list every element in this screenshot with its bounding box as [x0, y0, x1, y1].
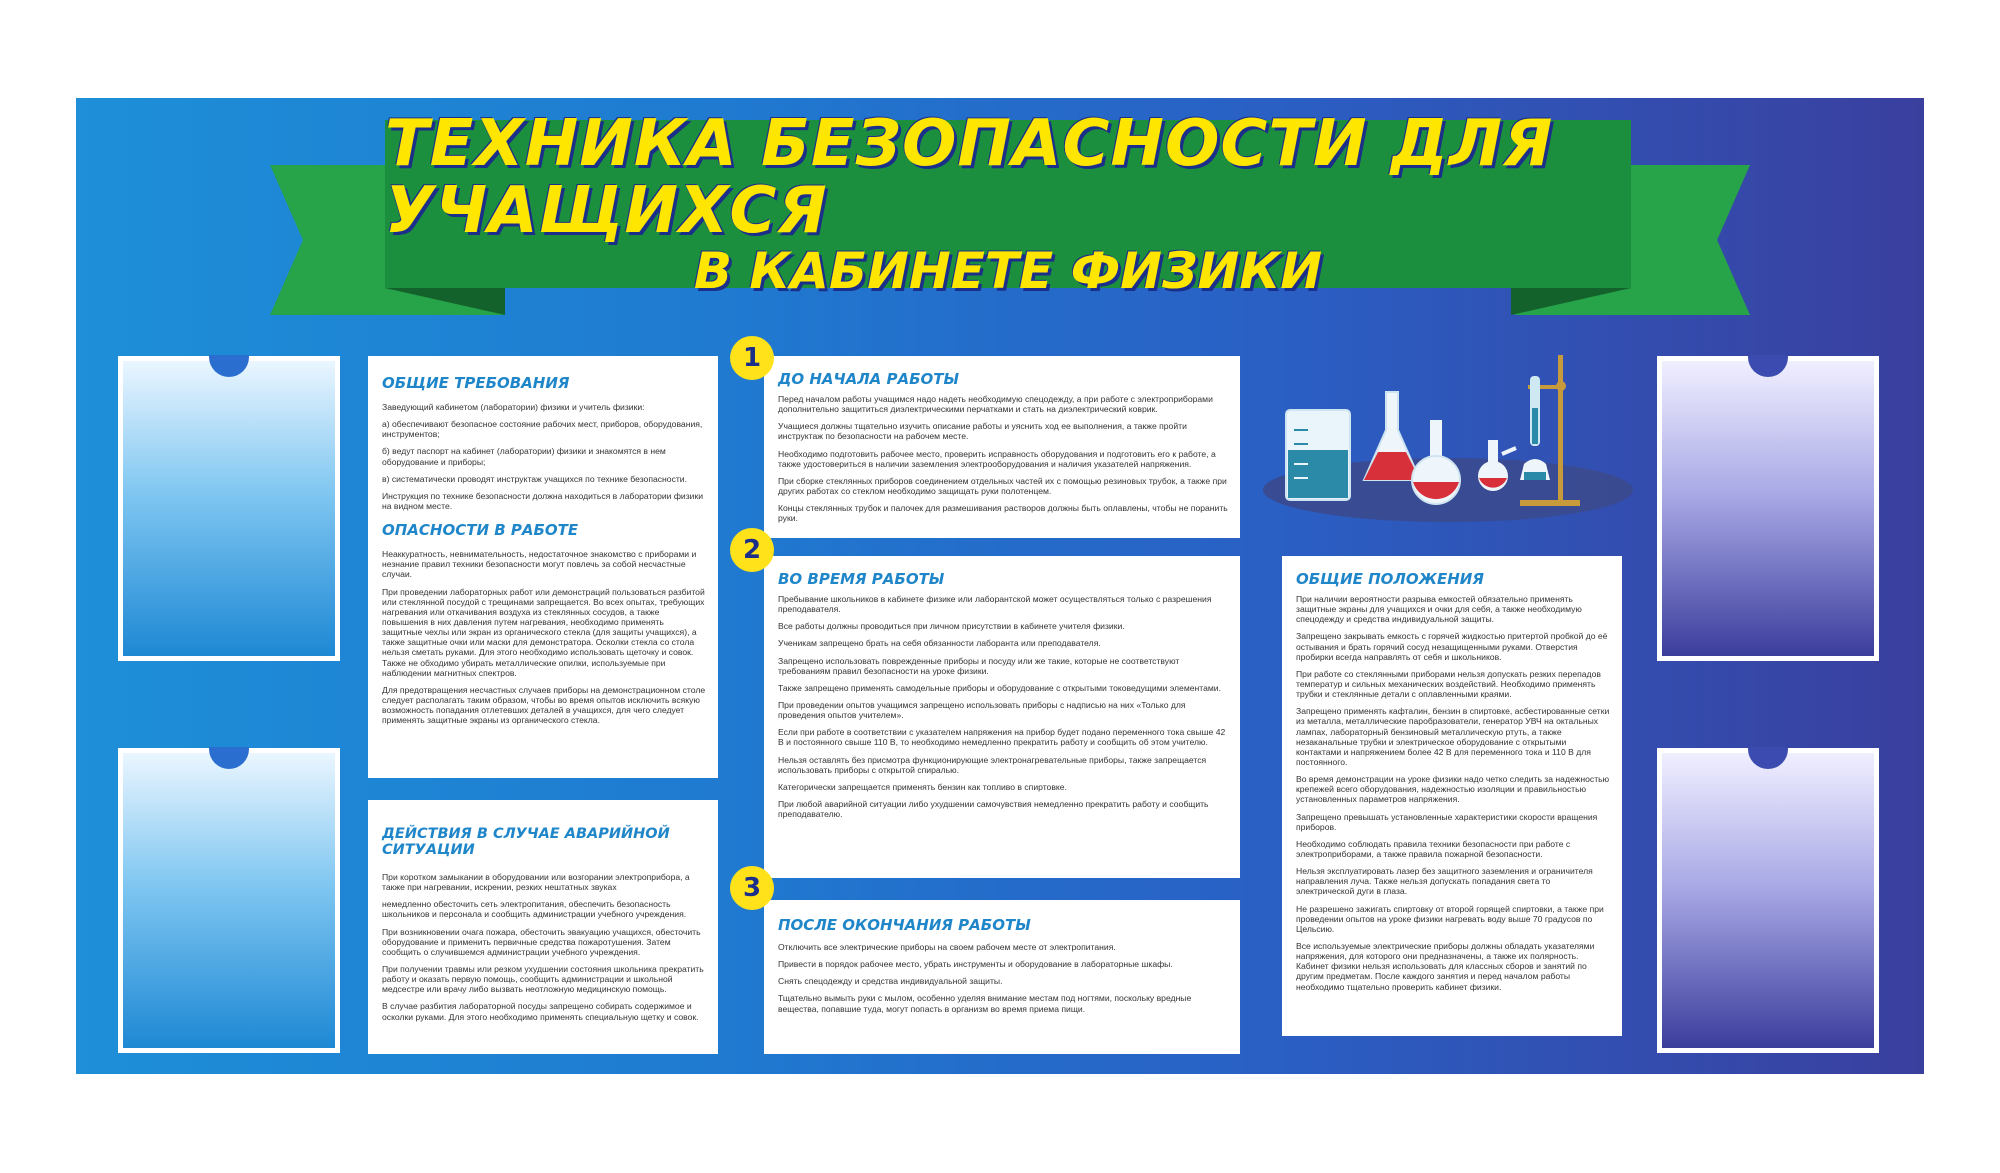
- text-paragraph: Не разрешено зажигать спиртовку от второй горящей спиртовки, а также при проведении опытов на уроке физики нагревать воду выше 70 градусов по Цельсию.: [1296, 903, 1604, 934]
- text-paragraph: При коротком замыкании в оборудовании или возгорании электроприбора, а также при нагревании, искрении, резких нештатных звуках: [382, 872, 690, 893]
- panel-emergency: [368, 800, 718, 1054]
- heading-dangers: ОПАСНОСТИ В РАБОТЕ: [382, 521, 579, 540]
- text-paragraph: Нельзя оставлять без присмотра функционирующие электронагревательные приборы, также запрещается использовать приборы с открытой спиралью.: [778, 754, 1207, 775]
- pocket-notch: [209, 355, 249, 377]
- document-pocket-bottom-right: [1657, 748, 1879, 1053]
- text-paragraph: Во время демонстрации на уроке физики надо четко следить за надежностью крепежей всего оборудования, надежностью изоляции и правильностью установленных параметров напряжения.: [1296, 774, 1610, 805]
- general-provisions-text: [1296, 594, 1610, 992]
- document-pocket-top-left: [118, 356, 340, 661]
- text-paragraph: Перед началом работы учащимся надо надеть необходимую спецодежду, а при работе с электроприборами дополнительно защититься диэлектрическими перчатками и стать на диэлектрический коврик.: [778, 394, 1213, 415]
- text-paragraph: Концы стеклянных трубок и палочек для размешивания растворов должны быть оплавлены, чтобы не поранить руки.: [778, 503, 1228, 524]
- text-paragraph: При получении травмы или резком ухудшении состояния школьника прекратить работу и оказать первую помощь, сообщить администрации и школьной медсестре или врачу либо вызвать неотложную медицинскую помощь.: [382, 963, 704, 995]
- text-paragraph: При работе со стеклянными приборами нельзя допускать резких перепадов температур и сильных механических воздействий. Необходимо применять трубки и стеклянные детали с оплавленными краями.: [1296, 668, 1601, 700]
- text-paragraph: Отключить все электрические приборы на своем рабочем месте от электропитания.: [778, 942, 1116, 952]
- text-paragraph: Снять спецодежду и средства индивидуальной защиты.: [778, 976, 1003, 987]
- panel-during-work: [764, 556, 1240, 878]
- panel-general-provisions: [1282, 556, 1622, 1036]
- text-paragraph: немедленно обесточить сеть электропитания, обеспечить безопасность школьников и персонала и сообщить администрации учебного учреждения.: [382, 899, 687, 920]
- text-paragraph: Нельзя эксплуатировать лазер без защитного заземления и ограничителя направления луча. Также нельзя допускать попадания света то электрической дуги в глаза.: [1296, 866, 1593, 897]
- page-title: ТЕХНИКА БЕЗОПАСНОСТИ ДЛЯ УЧАЩИХСЯ: [385, 106, 1554, 248]
- pocket-notch: [1748, 747, 1788, 769]
- section-number-badge-3: 3: [730, 866, 774, 910]
- text-paragraph: При возникновении очага пожара, обесточить эвакуацию учащихся, обесточить оборудование и применить первичные средства пожаротушения. Затем сообщить о случившемся администрации учебного учреждения.: [382, 926, 701, 957]
- text-paragraph: Инструкция по технике безопасности должна находиться в лаборатории физики на видном месте.: [382, 490, 704, 511]
- heading-before-work: ДО НАЧАЛА РАБОТЫ: [778, 370, 960, 388]
- text-paragraph: Все используемые электрические приборы должны обладать указателями напряжения, для которого они предназначены, а также их полярность. Кабинет физики нельзя использовать для классных сборов и занятий по другим предметам. После каждого занятия и перед началом работы необходимо тщательно проверить кабинет физики.: [1296, 940, 1595, 992]
- panel-after-work: [764, 900, 1240, 1054]
- during-work-text: [778, 594, 1228, 819]
- dangers-text: [382, 549, 706, 725]
- after-work-text: [778, 942, 1228, 1014]
- general-requirements-text: [382, 402, 706, 511]
- text-paragraph: Все работы должны проводиться при личном присутствии в кабинете учителя физики.: [778, 621, 1125, 632]
- text-paragraph: Запрещено использовать поврежденные приборы и посуду или же такие, которые не соответствуют требованиям правил безопасности на уроке физики.: [778, 655, 1180, 676]
- text-paragraph: Необходимо соблюдать правила техники безопасности при работе с электроприборами, а также правила пожарной безопасности.: [1296, 838, 1571, 859]
- text-paragraph: Пребывание школьников в кабинете физике или лаборантской может осуществляться только с разрешения преподавателя.: [778, 594, 1212, 615]
- text-paragraph: Запрещено превышать установленные характеристики скорости вращения приборов.: [1296, 811, 1598, 832]
- lab-glassware-icon: [1258, 340, 1638, 540]
- panel-general-requirements: [368, 356, 718, 778]
- text-paragraph: Запрещено закрывать емкость с горячей жидкостью притертой пробкой до её остывания и брать горячий сосуд незащищенными руками. Отверстия пробирки всегда направлять от себя и школьников.: [1296, 631, 1608, 662]
- heading-general-requirements: ОБЩИЕ ТРЕБОВАНИЯ: [382, 374, 570, 392]
- emergency-text: [382, 872, 706, 1022]
- page-subtitle: В КАБИНЕТЕ ФИЗИКИ: [693, 241, 1323, 300]
- text-paragraph: Ученикам запрещено брать на себя обязанности лаборанта или преподавателя.: [778, 638, 1101, 649]
- text-paragraph: а) обеспечивают безопасное состояние рабочих мест, приборов, оборудования, инструментов;: [382, 419, 703, 440]
- text-paragraph: При проведении опытов учащимся запрещено использовать приборы с надписью на них «Только для проведения опытов учителем».: [778, 699, 1186, 721]
- heading-after-work: ПОСЛЕ ОКОНЧАНИЯ РАБОТЫ: [778, 916, 1031, 934]
- text-paragraph: Тщательно вымыть руки с мылом, особенно уделяя внимание местам под ногтями, поскольку вредные вещества, попавшие туда, могут попасть в организм во время приема пищи.: [778, 993, 1192, 1014]
- section-number-badge-1: 1: [730, 336, 774, 380]
- text-paragraph: Заведующий кабинетом (лаборатории) физики и учитель физики:: [382, 402, 645, 412]
- heading-general-provisions: ОБЩИЕ ПОЛОЖЕНИЯ: [1296, 570, 1484, 588]
- document-pocket-top-right: [1657, 356, 1879, 661]
- text-paragraph: При сборке стеклянных приборов соединением отдельных частей их с помощью резиновых трубок, а также при других работах со стеклом необходимо защищать руки полотенцем.: [778, 475, 1227, 496]
- text-paragraph: Категорически запрещается применять бензин как топливо в спиртовке.: [778, 781, 1067, 792]
- text-paragraph: Если при работе в соответствии с указателем напряжения на прибор будет подано переменного тока свыше 42 В и постоянного свыше 110 В, то необходимо немедленно прекратить работу и сообщить об этом учителю.: [778, 727, 1226, 748]
- text-paragraph: Запрещено применять кафталин, бензин в спиртовке, асбестированные сетки из металла, металлические паробразователи, генератор УВЧ на октальных лампах, лабораторный бензиновый металлическую ртуть, а также незаканальные трубки и электрическое оборудование с открытыми контактами и напряжением более 42 В для переменного тока и 110 В для постоянного.: [1296, 706, 1610, 767]
- text-paragraph: Необходимо подготовить рабочее место, проверить исправность оборудования и подготовить его к работе, а также удостовериться в наличии заземления электрооборудования и наличия указателей напряжения.: [778, 448, 1216, 469]
- text-paragraph: в) систематически проводят инструктаж учащихся по технике безопасности.: [382, 473, 687, 484]
- section-number-badge-2: 2: [730, 528, 774, 572]
- document-pocket-bottom-left: [118, 748, 340, 1053]
- text-paragraph: При любой аварийной ситуации либо ухудшении самочувствия немедленно прекратить работу и сообщить преподавателю.: [778, 798, 1209, 820]
- text-paragraph: Привести в порядок рабочее место, убрать инструменты и оборудование в лабораторные шкафы.: [778, 959, 1173, 970]
- heading-during-work: ВО ВРЕМЯ РАБОТЫ: [778, 570, 945, 588]
- text-paragraph: При проведении лабораторных работ или демонстраций пользоваться разбитой или стеклянной посудой с трещинами запрещается. Во всех опытах, требующих нагревания или откачивания воздуха из стеклянных сосудов, а также повышения в них давления путем нагревания, необходимо применять защитные чехлы или экран из органического стекла (для защиты учащихся), а также защитные очки или маски для демонстратора. Осколки стекла со стола нельзя сметать руками. Для этого необходимо использовать щеточку и совок. Также не обходимо убирать металлические опилки, используемые при наблюдении магнитных спектров.: [382, 586, 705, 678]
- text-paragraph: Также запрещено применять самодельные приборы и оборудование с открытыми токоведущими элементами.: [778, 682, 1221, 693]
- text-paragraph: Неаккуратность, невнимательность, недостаточное знакомство с приборами и незнание правил техники безопасности могут повлечь за собой несчастные случаи.: [382, 549, 697, 580]
- pocket-notch: [1748, 355, 1788, 377]
- pocket-notch: [209, 747, 249, 769]
- text-paragraph: б) ведут паспорт на кабинет (лаборатории) физики и знакомятся в нем оборудование и приборы;: [382, 446, 666, 467]
- heading-emergency: ДЕЙСТВИЯ В СЛУЧАЕ АВАРИЙНОЙ СИТУАЦИИ: [382, 826, 670, 858]
- panel-before-work: [764, 356, 1240, 538]
- text-paragraph: Для предотвращения несчастных случаев приборы на демонстрационном столе следует располагать таким образом, чтобы во время опытов исключить всякую возможность попадания отлетевших деталей в учащихся, для чего следует применять защитные экраны из органического стекла.: [382, 684, 706, 726]
- before-work-text: [778, 394, 1228, 523]
- title-banner: [385, 106, 1631, 300]
- text-paragraph: Учащиеся должны тщательно изучить описание работы и уяснить ход ее выполнения, а также пройти инструктаж по безопасности на рабочем месте.: [778, 421, 1187, 442]
- text-paragraph: При наличии вероятности разрыва емкостей обязательно применять защитные экраны для учащихся и очки для себя, а также необходимую спецодежду и средства индивидуальной защиты.: [1296, 594, 1582, 625]
- text-paragraph: В случае разбития лабораторной посуды запрещено собирать содержимое и осколки руками. Для этого необходимо применять специальную щетку и совок.: [382, 1001, 699, 1022]
